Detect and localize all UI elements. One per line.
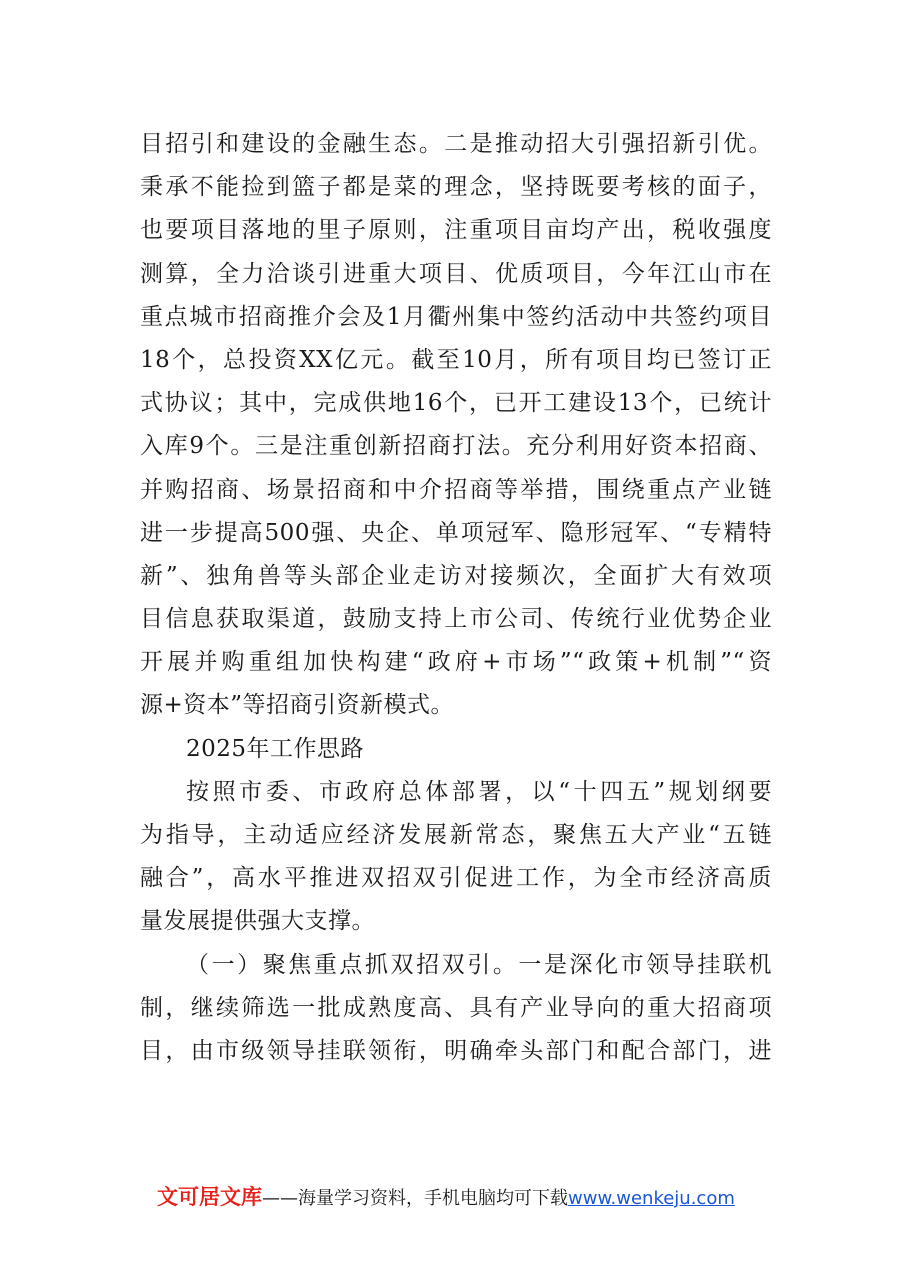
text-line: 开展并购重组加快构建“政府+市场”“政策+机制”“资 [140,649,772,676]
footer-banner [157,1183,735,1211]
footer-brand: 文可居文库 [157,1185,262,1209]
text-line: 按照市委、市政府总体部署，以“十四五”规划纲要 [186,778,772,805]
text-line: 也要项目落地的里子原则，注重项目亩均产出，税收强度 [140,217,772,244]
text-line: 进一步提高500强、央企、单项冠军、隐形冠军、“专精特 [140,519,772,546]
text-line: 并购招商、场景招商和中介招商等举措，围绕重点产业链 [140,476,772,503]
text-line: 目招引和建设的金融生态。二是推动招大引强招新引优。 [140,131,772,157]
section-heading: 2025年工作思路 [186,735,365,762]
text-line: 融合”，高水平推进双招双引促进工作，为全市经济高质 [140,865,772,892]
text-line: 量发展提供强大支撑。 [140,908,375,935]
text-line: 新”、独角兽等头部企业走访对接频次，全面扩大有效项 [140,562,772,589]
text-line: 入库9个。三是注重创新招商打法。充分利用好资本招商、 [140,433,772,460]
text-line: 源+资本”等招商引资新模式。 [140,692,455,719]
text-line: 为指导，主动适应经济发展新常态，聚焦五大产业“五链 [140,822,772,848]
document-body [140,123,772,1073]
text-line: （一）聚焦重点抓双招双引。一是深化市领导挂联机 [186,951,772,978]
text-line: 重点城市招商推介会及1月衢州集中签约活动中共签约项目 [140,303,772,330]
footer-slogan: ——海量学习资料，手机电脑均可下载 [262,1188,568,1209]
text-line: 秉承不能捡到篮子都是菜的理念，坚持既要考核的面子， [140,174,772,201]
text-line: 制，继续筛选一批成熟度高、具有产业导向的重大招商项 [140,994,772,1021]
text-line: 目，由市级领导挂联领衔，明确牵头部门和配合部门，进 [140,1037,772,1064]
text-line: 测算，全力洽谈引进重大项目、优质项目，今年江山市在 [140,260,772,287]
footer-link[interactable]: www.wenkeju.com [568,1188,735,1209]
text-line: 式协议；其中，完成供地16个，已开工建设13个，已统计 [140,390,772,417]
text-line: 目信息获取渠道，鼓励支持上市公司、传统行业优势企业 [140,606,772,633]
text-line: 18个，总投资XX亿元。截至10月，所有项目均已签订正 [140,346,772,373]
